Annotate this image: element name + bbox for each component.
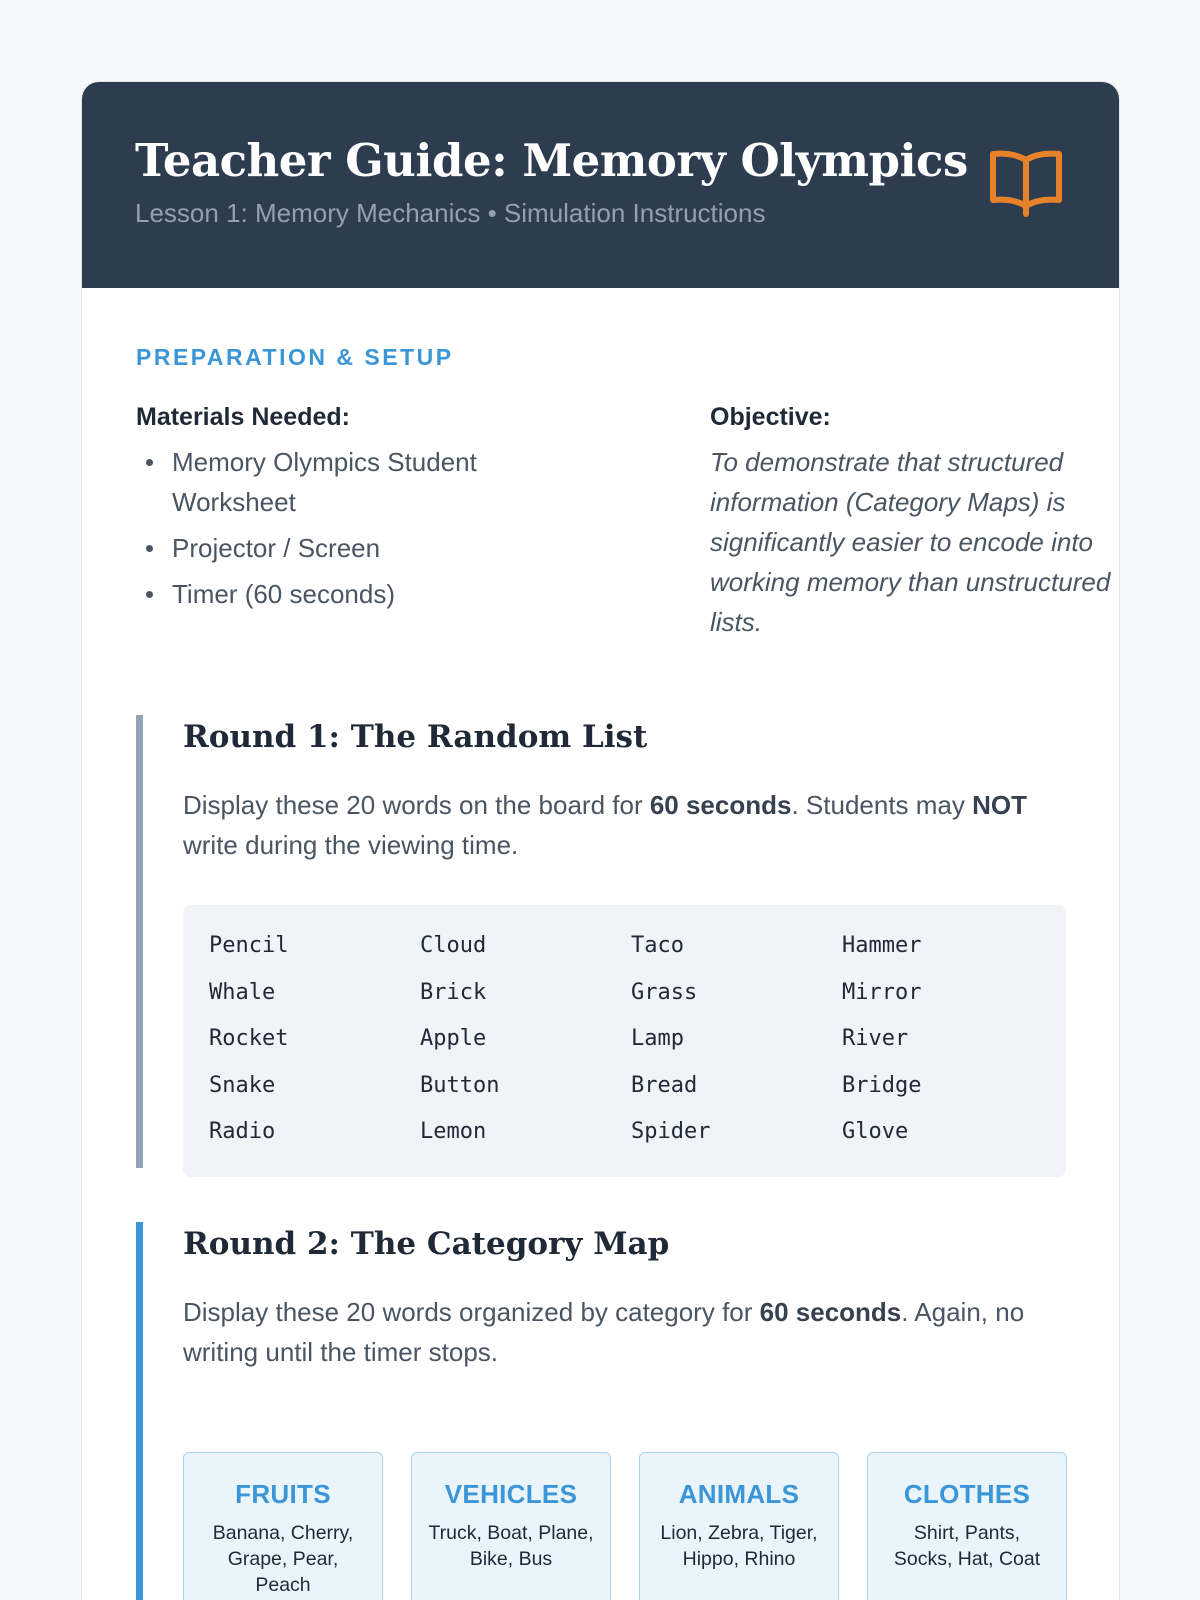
word-cell: Taco	[631, 933, 684, 958]
category-card	[867, 1452, 1067, 1600]
random-word-list	[183, 905, 1066, 1177]
word-cell: Radio	[209, 1119, 276, 1144]
category-name: FRUITS	[235, 1479, 331, 1509]
materials-list	[138, 442, 558, 620]
category-name: VEHICLES	[444, 1479, 578, 1509]
category-name: ANIMALS	[678, 1479, 800, 1509]
list-item: Memory Olympics Student Worksheet	[138, 442, 558, 522]
category-card	[411, 1452, 611, 1600]
word-cell: Hammer	[842, 933, 922, 958]
round-1-description: Display these 20 words on the board for 60 seconds. Students may NOT write during the viewing time.	[183, 790, 1028, 860]
round-2-section	[136, 1222, 1066, 1600]
round-2-title: Round 2: The Category Map	[183, 1226, 670, 1262]
category-card	[183, 1452, 383, 1600]
category-map	[183, 1452, 1066, 1600]
list-item: Timer (60 seconds)	[138, 574, 558, 614]
book-open-icon	[988, 148, 1064, 218]
category-items: Shirt, Pants, Socks, Hat, Coat	[893, 1522, 1041, 1570]
word-cell: River	[842, 1026, 909, 1051]
word-cell: Snake	[209, 1072, 276, 1098]
category-items: Lion, Zebra, Tiger, Hippo, Rhino	[660, 1522, 818, 1570]
word-cell: Rocket	[209, 1026, 289, 1051]
word-cell: Lamp	[631, 1026, 684, 1051]
word-cell: Bridge	[842, 1072, 922, 1098]
section-label-preparation: PREPARATION & SETUP	[136, 344, 454, 370]
word-cell: Cloud	[420, 933, 487, 958]
word-cell: Button	[420, 1072, 500, 1098]
word-cell: Brick	[420, 979, 487, 1005]
round-1-title: Round 1: The Random List	[183, 719, 648, 755]
page-title: Teacher Guide: Memory Olympics	[135, 134, 968, 187]
category-items: Banana, Cherry, Grape, Pear, Peach	[212, 1522, 354, 1596]
objective-text: To demonstrate that structured information (Category Maps) is significantly easier to encode into working memory than unstructured lists.	[710, 447, 1111, 637]
teacher-guide-card	[81, 81, 1120, 1600]
list-item: Projector / Screen	[138, 528, 558, 568]
round-2-description: Display these 20 words organized by category for 60 seconds. Again, no writing until the timer stops.	[183, 1297, 1025, 1367]
word-cell: Mirror	[842, 979, 922, 1005]
page-subtitle: Lesson 1: Memory Mechanics • Simulation Instructions	[135, 198, 766, 228]
category-card	[639, 1452, 839, 1600]
objective-heading: Objective:	[710, 403, 831, 431]
word-cell: Apple	[420, 1026, 487, 1051]
category-name: CLOTHES	[903, 1479, 1031, 1509]
materials-heading: Materials Needed:	[136, 403, 350, 431]
word-cell: Lemon	[420, 1119, 487, 1144]
word-cell: Bread	[631, 1072, 698, 1098]
word-cell: Grass	[631, 979, 698, 1005]
guide-header	[82, 82, 1119, 288]
word-cell: Pencil	[209, 933, 289, 958]
category-items: Truck, Boat, Plane, Bike, Bus	[428, 1522, 594, 1570]
word-cell: Spider	[631, 1119, 711, 1144]
word-cell: Glove	[842, 1119, 909, 1144]
word-cell: Whale	[209, 979, 276, 1005]
word-grid	[209, 923, 1053, 1156]
round-1-section	[136, 715, 1066, 1168]
